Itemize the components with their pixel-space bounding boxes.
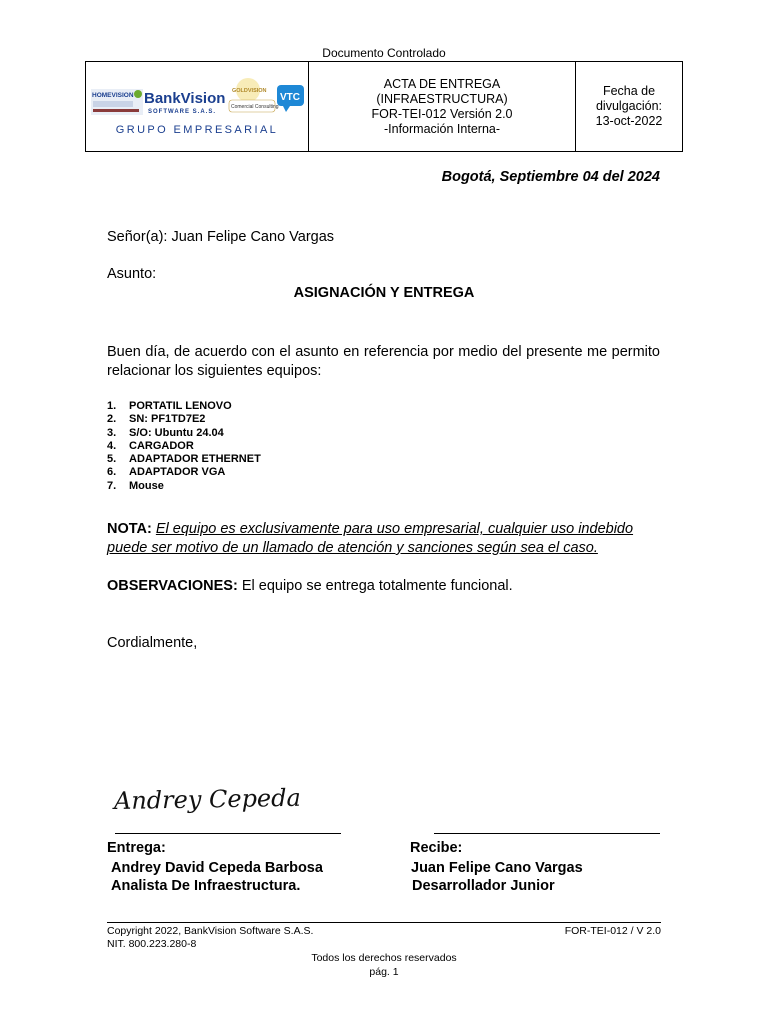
date-label-line-1: Fecha de xyxy=(602,84,656,98)
subject-title: ASIGNACIÓN Y ENTREGA xyxy=(293,285,475,301)
bankvision-logo-text: BankVision xyxy=(144,90,226,107)
intro-paragraph: Buen día, de acuerdo con el asunto en referencia por medio del presente me permito relacionar los siguientes equipos: xyxy=(107,344,660,379)
entrega-role: Analista De Infraestructura. xyxy=(111,878,301,894)
homevision-logo-text: HOMEVISION xyxy=(92,92,134,99)
doc-code-line: FOR-TEI-012 Versión 2.0 xyxy=(371,106,513,121)
list-item: 3. S/O: Ubuntu 24.04 xyxy=(107,426,224,439)
nota-paragraph xyxy=(107,520,663,558)
doc-title-line-1: ACTA DE ENTREGA xyxy=(383,76,501,91)
list-item: 2. SN: PF1TD7E2 xyxy=(107,413,206,426)
document-header-table xyxy=(85,61,683,152)
footer-doc-code: FOR-TEI-012 / V 2.0 xyxy=(564,925,661,937)
entrega-signature-line xyxy=(115,833,341,834)
handwritten-signature xyxy=(112,776,302,821)
software-logo-text: SOFTWARE S.A.S. xyxy=(148,109,217,115)
subject-label: Asunto: xyxy=(107,266,157,282)
comercial-consulting-text: Comercial Consulting xyxy=(231,104,279,110)
list-item: 4. CARGADOR xyxy=(107,439,194,452)
nota-label: NOTA: xyxy=(107,521,152,537)
entrega-name: Andrey David Cepeda Barbosa xyxy=(111,860,323,876)
observations-line xyxy=(107,578,513,594)
city-date: Bogotá, Septiembre 04 del 2024 xyxy=(441,169,660,185)
group-logo-graphic xyxy=(86,62,308,151)
doc-classification-line: -Información Interna- xyxy=(383,121,501,136)
svg-text:Andrey Cepeda: Andrey Cepeda xyxy=(113,783,302,816)
recibe-role: Desarrollador Junior xyxy=(412,878,555,894)
vtc-logo-text: VTC xyxy=(280,92,300,103)
grupo-empresarial-text: GRUPO EMPRESARIAL xyxy=(115,124,279,136)
equipment-list xyxy=(107,400,261,493)
recipient-line: Señor(a): Juan Felipe Cano Vargas xyxy=(107,229,335,245)
logo-cell xyxy=(86,62,309,152)
date-label-line-2: divulgación: xyxy=(595,99,662,113)
recibe-name: Juan Felipe Cano Vargas xyxy=(411,860,583,876)
recibe-signature-line xyxy=(434,833,660,834)
publication-date-value: 13-oct-2022 xyxy=(595,114,663,128)
observations-label: OBSERVACIONES: xyxy=(107,578,238,594)
footer-nit: NIT. 800.223.280-8 xyxy=(107,938,197,950)
controlled-document-label: Documento Controlado xyxy=(322,46,446,60)
goldvision-logo-text: GOLDVISION xyxy=(232,88,267,94)
company-logo xyxy=(86,62,308,151)
footer-rights: Todos los derechos reservados xyxy=(311,952,457,964)
list-item: 1. PORTATIL LENOVO xyxy=(107,400,232,412)
list-item: 7. Mouse xyxy=(107,479,164,492)
closing-line: Cordialmente, xyxy=(107,635,198,651)
recibe-label: Recibe: xyxy=(410,840,463,856)
entrega-label: Entrega: xyxy=(107,840,166,856)
footer-page-number: pág. 1 xyxy=(369,966,399,978)
observations-text: El equipo se entrega totalmente funcional. xyxy=(241,578,513,594)
doc-title-line-2: (INFRAESTRUCTURA) xyxy=(376,91,508,106)
nota-text: El equipo es exclusivamente para uso empresarial, cualquier uso indebido puede ser motivo de un llamado de atención y sanciones según sea el caso. xyxy=(107,521,634,556)
list-item: 5. ADAPTADOR ETHERNET xyxy=(107,453,261,466)
publication-date-cell xyxy=(576,62,683,152)
list-item: 6. ADAPTADOR VGA xyxy=(107,466,226,479)
footer-copyright: Copyright 2022, BankVision Software S.A.S. xyxy=(107,925,314,937)
document-title-cell xyxy=(309,62,576,152)
footer-divider xyxy=(107,922,661,923)
